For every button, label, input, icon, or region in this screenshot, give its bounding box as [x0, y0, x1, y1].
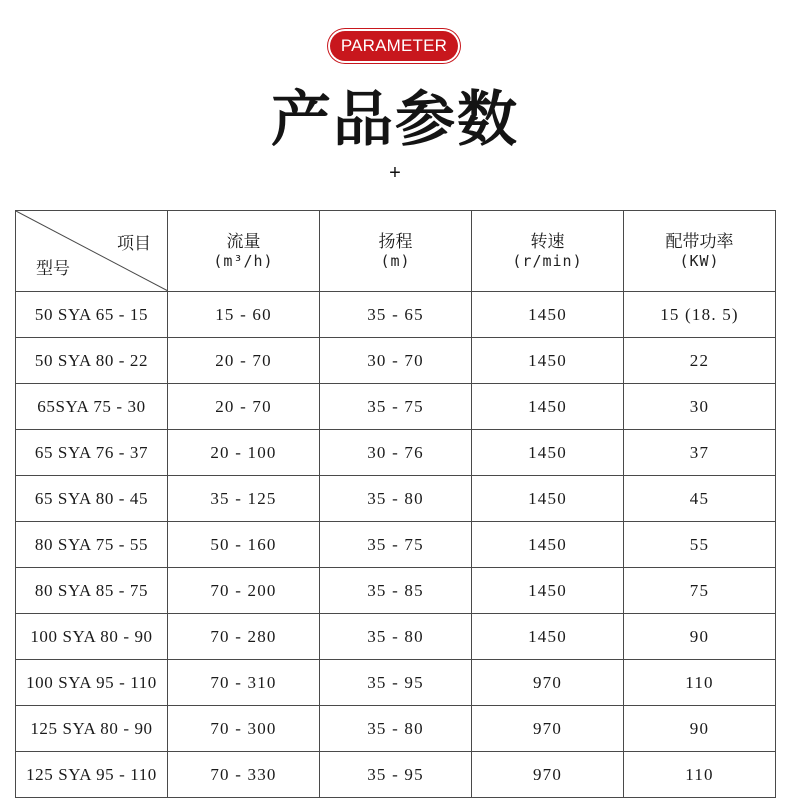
cell-speed: 1450	[472, 430, 624, 476]
header-speed	[472, 211, 624, 292]
parameter-badge: PARAMETER	[330, 31, 458, 61]
cell-head: 35 - 95	[320, 660, 472, 706]
cell-model: 65SYA 75 - 30	[16, 384, 168, 430]
table-row	[16, 706, 776, 752]
cell-power: 37	[624, 430, 776, 476]
header-power-unit: (KW)	[679, 252, 720, 270]
cell-speed: 1450	[472, 292, 624, 338]
cell-head: 30 - 70	[320, 338, 472, 384]
header-flow-unit: (m³/h)	[213, 252, 274, 270]
cell-speed: 970	[472, 660, 624, 706]
cell-head: 35 - 75	[320, 384, 472, 430]
header-power	[624, 211, 776, 292]
cell-flow: 70 - 300	[168, 706, 320, 752]
table-row	[16, 660, 776, 706]
header-head-unit: (m)	[380, 252, 411, 270]
table-row	[16, 522, 776, 568]
cell-head: 35 - 80	[320, 706, 472, 752]
cell-model: 80 SYA 75 - 55	[16, 522, 168, 568]
cell-model: 80 SYA 85 - 75	[16, 568, 168, 614]
cell-flow: 70 - 310	[168, 660, 320, 706]
cell-speed: 1450	[472, 614, 624, 660]
corner-item-label: 项目	[117, 234, 151, 254]
cell-flow: 15 - 60	[168, 292, 320, 338]
cell-speed: 1450	[472, 338, 624, 384]
cell-head: 35 - 85	[320, 568, 472, 614]
header-speed-unit: (r/min)	[512, 252, 583, 270]
corner-header-cell	[16, 211, 168, 292]
cell-power: 110	[624, 660, 776, 706]
cell-power: 75	[624, 568, 776, 614]
cell-model: 65 SYA 80 - 45	[16, 476, 168, 522]
cell-power: 30	[624, 384, 776, 430]
cell-power: 55	[624, 522, 776, 568]
cell-head: 35 - 80	[320, 476, 472, 522]
cell-model: 100 SYA 95 - 110	[16, 660, 168, 706]
cell-power: 22	[624, 338, 776, 384]
cell-head: 30 - 76	[320, 430, 472, 476]
cell-head: 35 - 95	[320, 752, 472, 798]
cell-power: 15 (18. 5)	[624, 292, 776, 338]
cell-power: 90	[624, 614, 776, 660]
header-flow-label: 流量	[226, 232, 261, 252]
page-title: 产品参数	[271, 85, 519, 155]
cell-speed: 1450	[472, 522, 624, 568]
cell-model: 100 SYA 80 - 90	[16, 614, 168, 660]
cell-head: 35 - 75	[320, 522, 472, 568]
header-head	[320, 211, 472, 292]
table-row	[16, 752, 776, 798]
plus-mark: +	[389, 162, 401, 184]
corner-model-label: 型号	[36, 259, 70, 279]
cell-speed: 1450	[472, 384, 624, 430]
table-row	[16, 430, 776, 476]
cell-speed: 1450	[472, 476, 624, 522]
cell-flow: 20 - 100	[168, 430, 320, 476]
cell-model: 125 SYA 80 - 90	[16, 706, 168, 752]
cell-speed: 970	[472, 752, 624, 798]
cell-flow: 70 - 200	[168, 568, 320, 614]
cell-power: 90	[624, 706, 776, 752]
table-row	[16, 384, 776, 430]
cell-head: 35 - 80	[320, 614, 472, 660]
table-row	[16, 568, 776, 614]
header-speed-label: 转速	[530, 232, 565, 252]
parameter-table	[15, 210, 776, 798]
table-row	[16, 292, 776, 338]
cell-head: 35 - 65	[320, 292, 472, 338]
cell-flow: 20 - 70	[168, 384, 320, 430]
cell-power: 45	[624, 476, 776, 522]
table-row	[16, 476, 776, 522]
cell-model: 65 SYA 76 - 37	[16, 430, 168, 476]
header-power-label: 配带功率	[665, 232, 734, 252]
cell-flow: 35 - 125	[168, 476, 320, 522]
cell-flow: 70 - 330	[168, 752, 320, 798]
cell-model: 50 SYA 80 - 22	[16, 338, 168, 384]
cell-model: 50 SYA 65 - 15	[16, 292, 168, 338]
table-header-row	[16, 211, 776, 292]
cell-flow: 70 - 280	[168, 614, 320, 660]
table-row	[16, 614, 776, 660]
header-head-label: 扬程	[378, 232, 413, 252]
cell-speed: 970	[472, 706, 624, 752]
cell-speed: 1450	[472, 568, 624, 614]
cell-flow: 20 - 70	[168, 338, 320, 384]
cell-power: 110	[624, 752, 776, 798]
header-flow	[168, 211, 320, 292]
cell-flow: 50 - 160	[168, 522, 320, 568]
table-row	[16, 338, 776, 384]
cell-model: 125 SYA 95 - 110	[16, 752, 168, 798]
